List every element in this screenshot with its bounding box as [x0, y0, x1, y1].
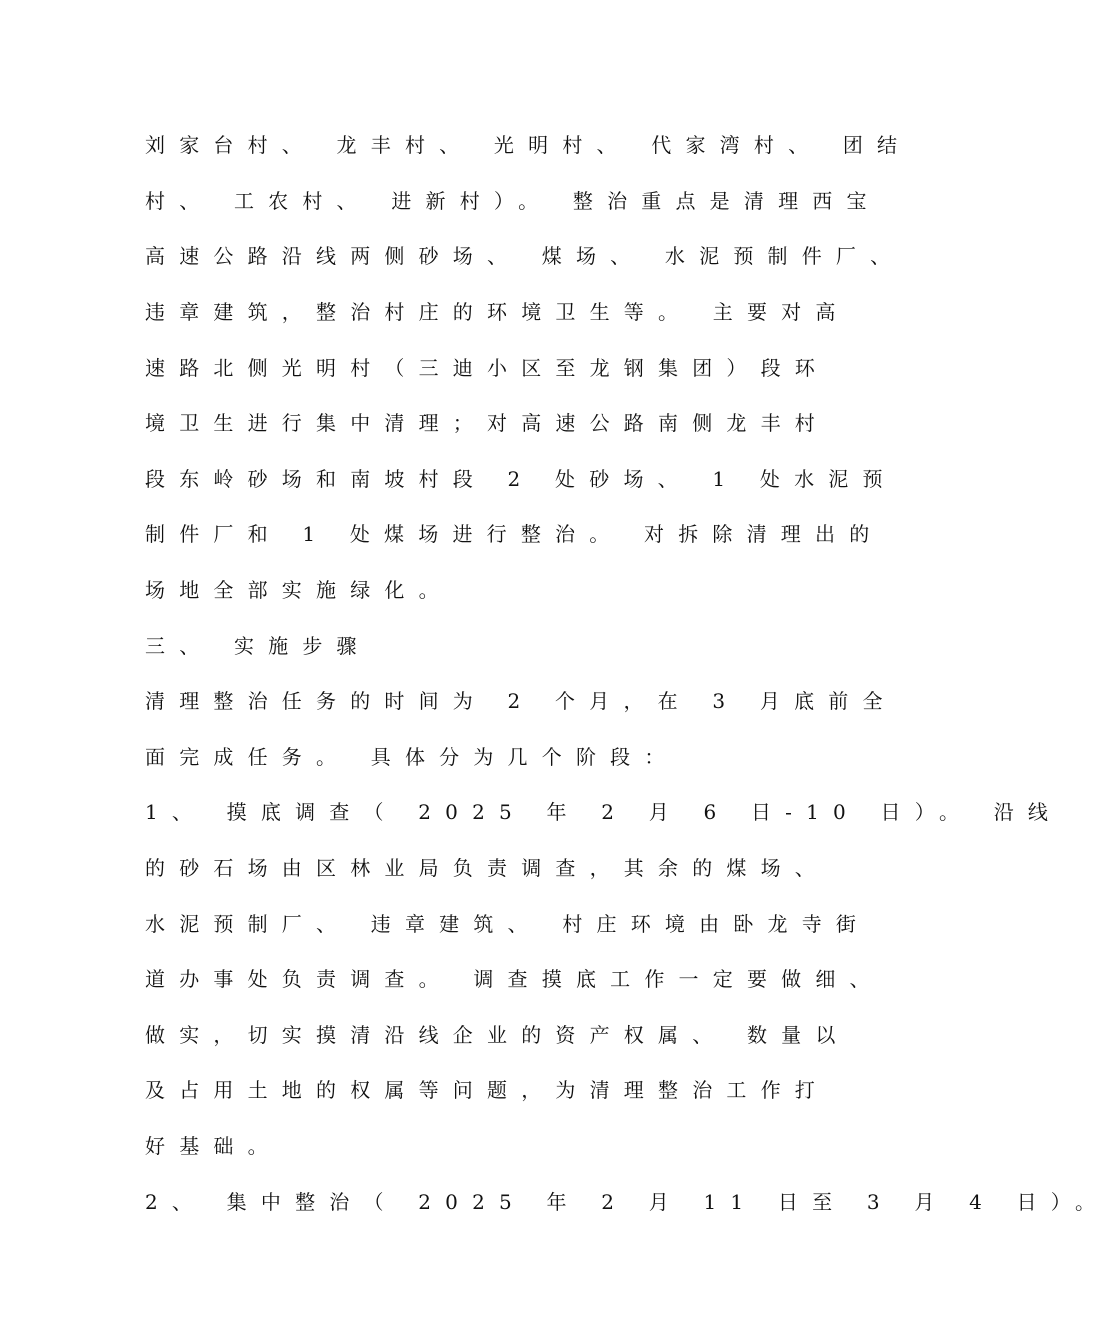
text-line: 刘家台村、 龙丰村、 光明村、 代家湾村、 团结: [145, 133, 912, 157]
text-line: 的砂石场由区林业局负责调查，其余的煤场、: [145, 856, 829, 880]
text-line: 面完成任务。 具体分为几个阶段：: [145, 745, 679, 769]
text-line: 好基础。: [145, 1134, 282, 1158]
text-line: 境卫生进行集中清理；对高速公路南侧龙丰村: [145, 411, 829, 435]
text-line: 做实，切实摸清沿线企业的资产权属、 数量以: [145, 1023, 850, 1047]
text-line: 速路北侧光明村（三迪小区至龙钢集团）段环: [145, 356, 829, 380]
text-line: 高速公路沿线两侧砂场、 煤场、 水泥预制件厂、: [145, 244, 905, 268]
text-line: 违章建筑，整治村庄的环境卫生等。 主要对高: [145, 300, 850, 324]
text-line: 水泥预制厂、 违章建筑、 村庄环境由卧龙寺街: [145, 912, 871, 936]
text-line: 村、 工农村、 进新村）。 整治重点是清理西宝: [145, 189, 881, 213]
text-line: 及占用土地的权属等问题，为清理整治工作打: [145, 1078, 829, 1102]
text-line: 1、 摸底调查（ 2025 年 2 月 6 日-10 日）。 沿线: [145, 800, 1063, 824]
text-line: 清理整治任务的时间为 2 个月，在 3 月底前全: [145, 689, 897, 713]
text-line: 场地全部实施绿化。: [145, 578, 453, 602]
text-line: 道办事处负责调查。 调查摸底工作一定要做细、: [145, 967, 884, 991]
text-line: 段东岭砂场和南坡村段 2 处砂场、 1 处水泥预: [145, 467, 897, 491]
text-line: 2、 集中整治（ 2025 年 2 月 11 日至 3 月 4 日）。: [145, 1190, 1109, 1214]
text-line: 制件厂和 1 处煤场进行整治。 对拆除清理出的: [145, 522, 884, 546]
section-heading: 三、 实施步骤: [145, 634, 371, 658]
